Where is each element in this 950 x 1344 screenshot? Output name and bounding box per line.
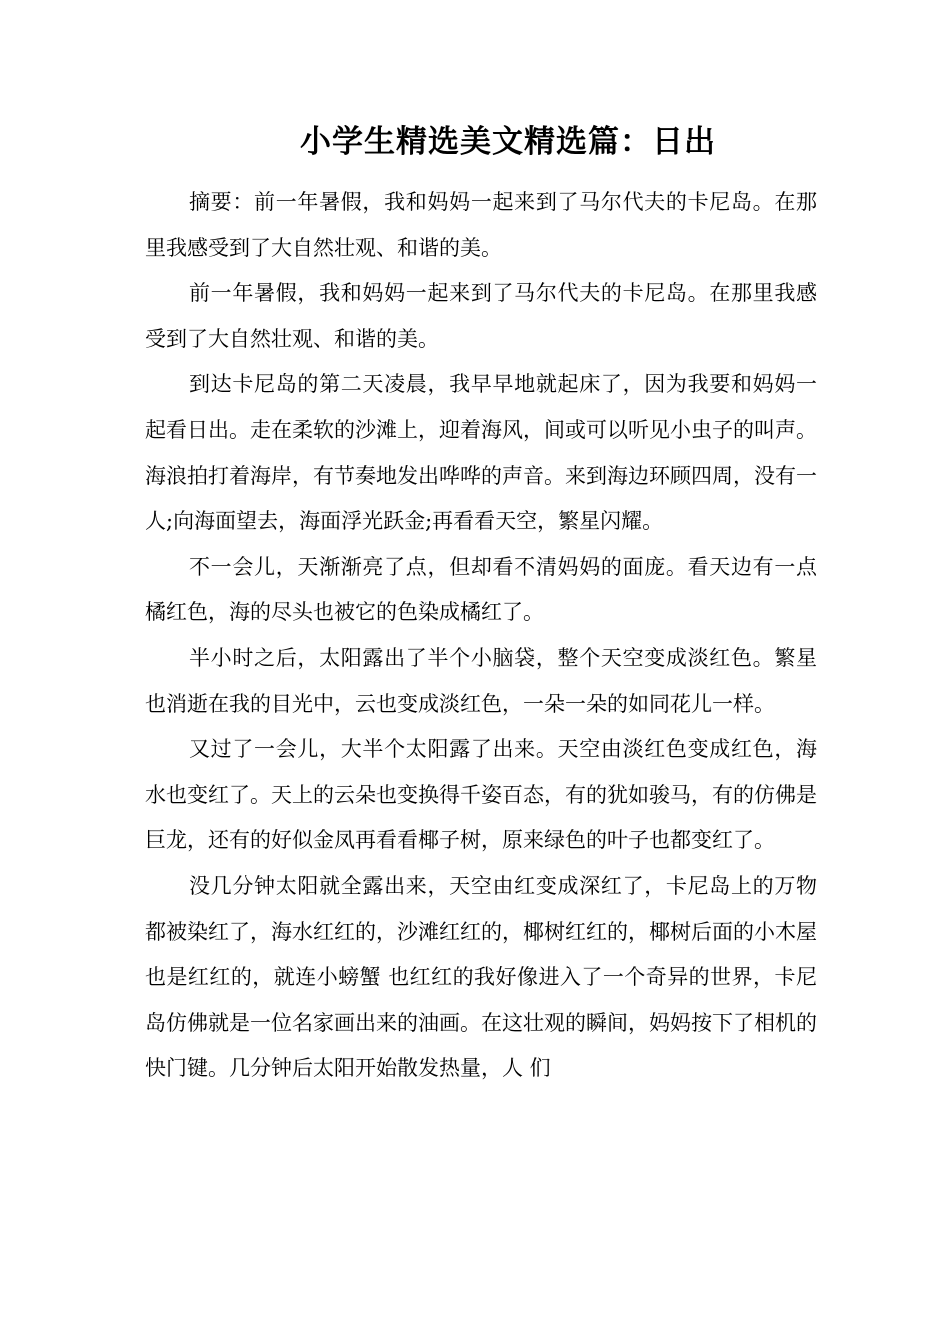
body-paragraph: 到达卡尼岛的第二天凌晨，我早早地就起床了，因为我要和妈妈一起看日出。走在柔软的沙滩上，迎着海风，间或可以听见小虫子的叫声。海浪拍打着海岸，有节奏地发出哗哗的声音。来到海边环顾四周，没有一人;向海面望去，海面浮光跃金;再看看天空，繁星闪耀。: [145, 372, 817, 534]
body-paragraph: 前一年暑假，我和妈妈一起来到了马尔代夫的卡尼岛。在那里我感受到了大自然壮观、和谐的美。: [145, 281, 817, 351]
page-title: 小学生精选美文精选篇：日出: [300, 124, 716, 160]
article-body: [145, 180, 817, 1092]
body-paragraph: 不一会儿，天渐渐亮了点，但却看不清妈妈的面庞。看天边有一点橘红色，海的尽头也被它的色染成橘红了。: [145, 554, 817, 625]
body-paragraph: 没几分钟太阳就全露出来，天空由红变成深红了，卡尼岛上的万物都被染红了，海水红红的，沙滩红红的，椰树红红的，椰树后面的小木屋也是红红的，就连小螃蟹 也红红的我好像进入了一个奇异的世界，卡尼岛仿佛就是一位名家画出来的油画。在这壮观的瞬间，妈妈按下了相机的快门键。几分钟后太阳开始散发热量，人 们: [145, 873, 817, 1081]
abstract-paragraph: 摘要：前一年暑假，我和妈妈一起来到了马尔代夫的卡尼岛。在那里我感受到了大自然壮观、和谐的美。: [145, 190, 817, 260]
body-paragraph: 半小时之后，太阳露出了半个小脑袋，整个天空变成淡红色。繁星也消逝在我的目光中，云也变成淡红色，一朵一朵的如同花儿一样。: [145, 645, 817, 716]
body-paragraph: 又过了一会儿，大半个太阳露了出来。天空由淡红色变成红色，海水也变红了。天上的云朵也变换得千姿百态，有的犹如骏马，有的仿佛是巨龙，还有的好似金凤再看看椰子树，原来绿色的叶子也都变红了。: [145, 737, 817, 853]
